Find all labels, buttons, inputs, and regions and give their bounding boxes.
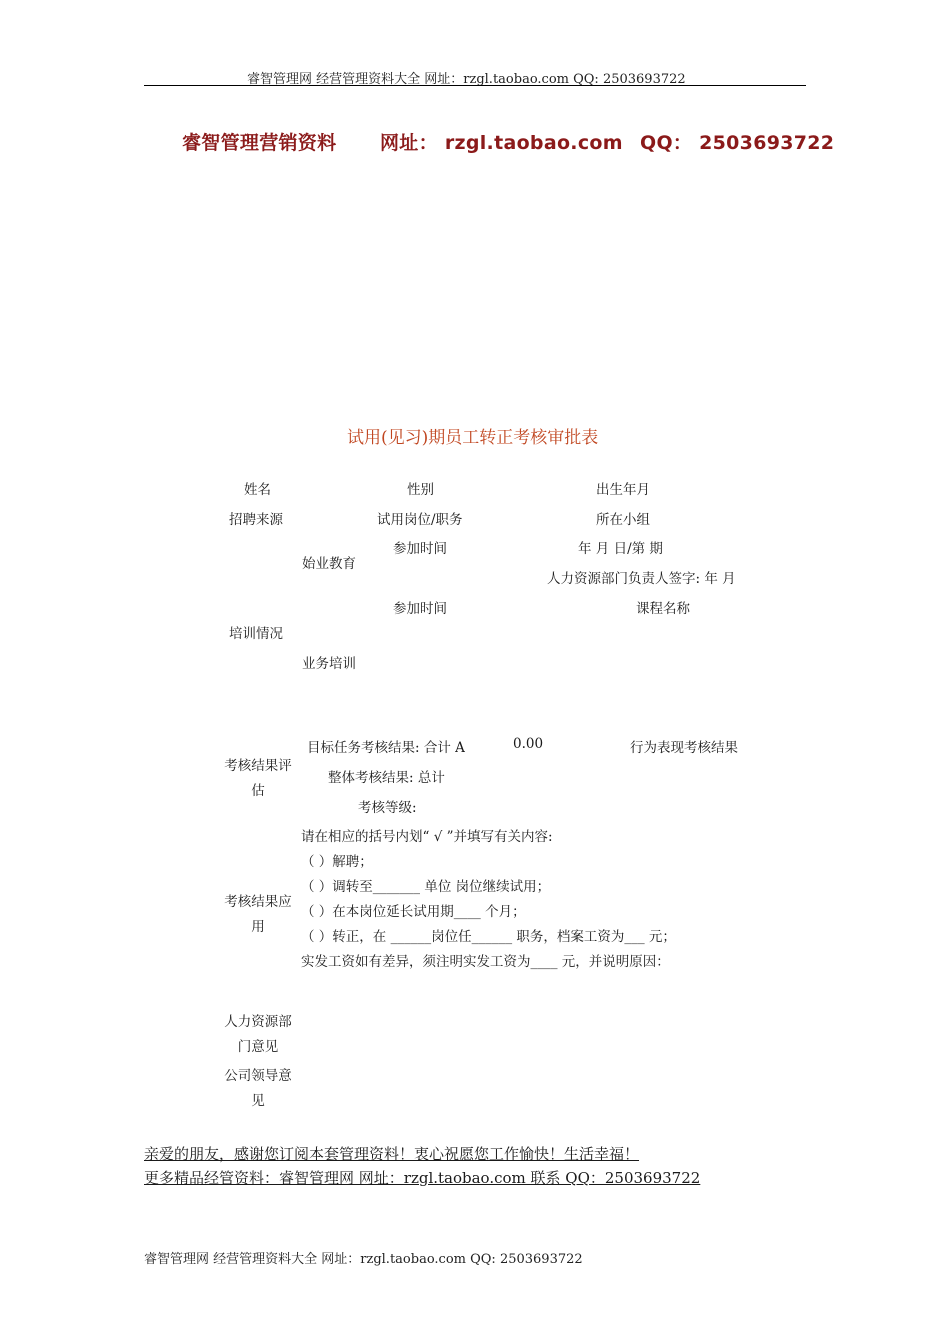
hr-opinion-line1: 人力资源部 — [224, 1014, 292, 1030]
application-line: 实发工资如有差异，须注明实发工资为____ 元，并说明原因： — [301, 954, 670, 970]
page-footer: 睿智管理网 经营管理资料大全 网址：rzgl.taobao.com QQ: 2503693722 — [144, 1252, 583, 1267]
label-name: 姓名 — [244, 482, 271, 498]
hr-opinion-line2: 门意见 — [237, 1039, 279, 1055]
footer-note-line2: 更多精品经管资料：睿智管理网 网址：rzgl.taobao.com 联系 QQ：2503693722 — [144, 1169, 701, 1187]
label-gender: 性别 — [407, 482, 434, 498]
induction-join-time: 参加时间 — [393, 541, 447, 557]
induction-date: 年 月 日/第 期 — [578, 541, 663, 557]
training-join-time: 参加时间 — [393, 601, 447, 617]
label-source: 招聘来源 — [229, 512, 283, 528]
application-line: 请在相应的括号内划“ √ ”并填写有关内容: — [301, 829, 553, 845]
eval-behavior: 行为表现考核结果 — [630, 740, 738, 756]
application-label-line1: 考核结果应 — [224, 894, 292, 910]
training-label: 培训情况 — [229, 626, 283, 642]
application-line: （ ）解聘； — [301, 854, 373, 870]
label-birth: 出生年月 — [596, 482, 650, 498]
application-line: （ ）转正，在 ______岗位任______ 职务，档案工资为___ 元； — [301, 929, 676, 945]
induction-label: 始业教育 — [302, 556, 356, 572]
label-post: 试用岗位/职务 — [377, 512, 463, 528]
banner-qq: QQ： 2503693722 — [640, 132, 835, 154]
application-line: （ ）调转至_______ 单位 岗位继续试用； — [301, 879, 551, 895]
application-label-line2: 用 — [251, 919, 265, 935]
eval-overall: 整体考核结果: 总计 — [328, 770, 445, 786]
eval-label-line2: 估 — [251, 783, 265, 799]
eval-target: 目标任务考核结果: 合计 A — [307, 740, 465, 756]
label-group: 所在小组 — [596, 512, 650, 528]
application-line: （ ）在本岗位延长试用期____ 个月； — [301, 904, 526, 920]
training-course: 课程名称 — [636, 601, 690, 617]
leader-opinion-line2: 见 — [251, 1093, 265, 1109]
footer-note-line1: 亲爱的朋友，感谢您订阅本套管理资料！衷心祝愿您工作愉快！生活幸福！ — [144, 1145, 640, 1163]
eval-grade: 考核等级: — [358, 800, 417, 816]
form-title: 试用(见习)期员工转正考核审批表 — [347, 428, 599, 448]
training-business: 业务培训 — [302, 656, 356, 672]
eval-target-value: 0.00 — [513, 736, 544, 752]
eval-label-line1: 考核结果评 — [224, 758, 292, 774]
banner-name: 睿智管理营销资料 — [182, 132, 337, 154]
induction-hr-sign: 人力资源部门负责人签字: 年 月 — [547, 571, 736, 587]
page-header: 睿智管理网 经营管理资料大全 网址：rzgl.taobao.com QQ: 2503693722 — [247, 72, 686, 87]
leader-opinion-line1: 公司领导意 — [224, 1068, 292, 1084]
banner-site: 网址： rzgl.taobao.com — [380, 132, 623, 154]
header-rule — [144, 85, 806, 86]
